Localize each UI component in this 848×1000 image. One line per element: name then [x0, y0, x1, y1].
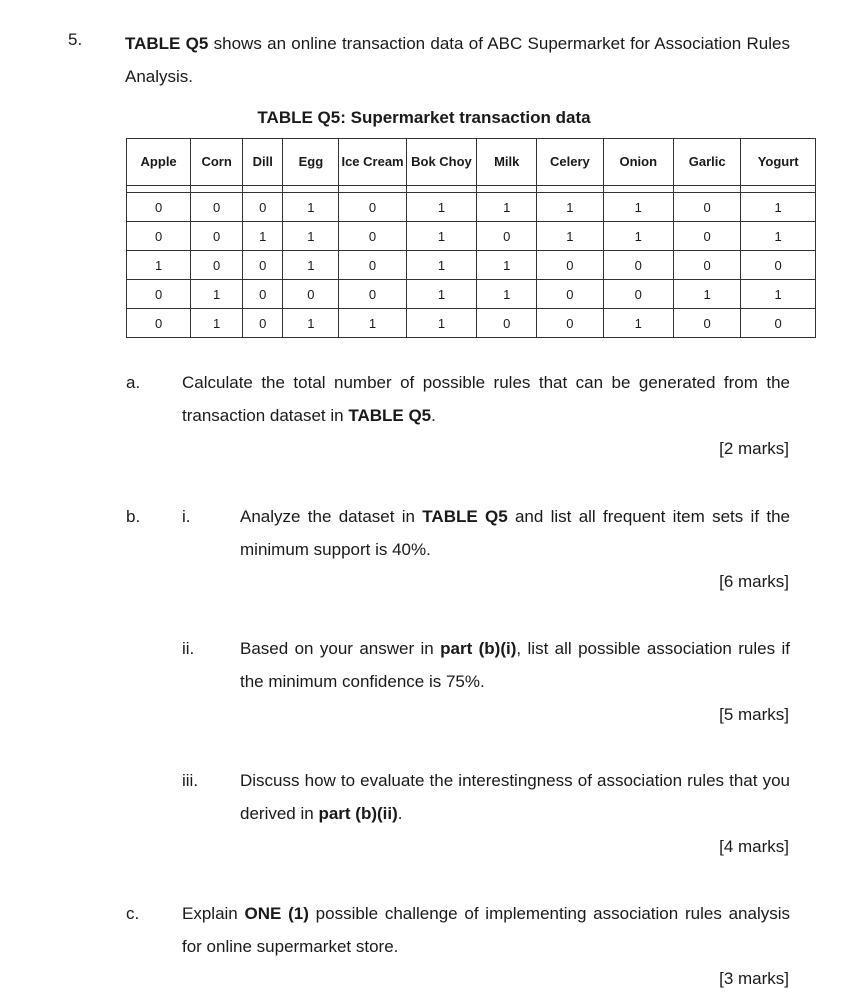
table-cell: 0: [339, 222, 406, 251]
col-header-apple: Apple: [127, 139, 191, 186]
part-b-i-bold: TABLE Q5: [422, 507, 508, 526]
col-header-milk: Milk: [477, 139, 537, 186]
part-b-iii-marks: [4 marks]: [719, 837, 789, 856]
table-cell: 0: [674, 193, 741, 222]
table-row: [127, 280, 816, 309]
table-cell: 0: [127, 309, 191, 338]
table-cell: 0: [243, 280, 283, 309]
col-header-ice-cream: Ice Cream: [339, 139, 406, 186]
table-cell: 0: [339, 193, 406, 222]
table-cell: 1: [741, 222, 816, 251]
col-header-corn: Corn: [191, 139, 243, 186]
table-cell: 0: [283, 280, 339, 309]
gap-cell: [191, 186, 243, 193]
part-b-ii-bold: part (b)(i): [440, 639, 517, 658]
table-cell: 1: [283, 251, 339, 280]
col-header-onion: Onion: [603, 139, 673, 186]
table-cell: 0: [339, 280, 406, 309]
table-cell: 0: [127, 222, 191, 251]
table-cell: 1: [603, 193, 673, 222]
table-cell: 1: [674, 280, 741, 309]
gap-cell: [477, 186, 537, 193]
part-c-text-2: possible challenge of implementing association rules analysis for online supermarket store.: [182, 904, 791, 956]
table-cell: 1: [603, 222, 673, 251]
table-cell: 1: [477, 193, 537, 222]
part-b-i-label: i.: [182, 507, 191, 526]
part-b-iii-bold: part (b)(ii): [318, 804, 398, 823]
table-cell: 0: [477, 309, 537, 338]
part-b-iii-label: iii.: [182, 771, 199, 790]
gap-cell: [741, 186, 816, 193]
table-cell: 1: [283, 309, 339, 338]
table-cell: 0: [603, 251, 673, 280]
part-a-marks: [2 marks]: [719, 439, 789, 458]
table-cell: 1: [339, 309, 406, 338]
table-cell: 1: [477, 251, 537, 280]
part-a-text-2: .: [431, 406, 436, 425]
table-row: [127, 222, 816, 251]
table-cell: 1: [603, 309, 673, 338]
part-c-text-1: Explain: [182, 904, 245, 923]
part-b-i-marks: [6 marks]: [719, 572, 789, 591]
part-a-label: a.: [126, 373, 141, 392]
table-cell: 0: [127, 280, 191, 309]
part-b-i-text-1: Analyze the dataset in: [240, 507, 423, 526]
table-row: [127, 309, 816, 338]
part-b-iii-text-1: Discuss how to evaluate the interestingness of association rules that you derived in: [240, 771, 790, 823]
table-cell: 0: [243, 309, 283, 338]
table-cell: 0: [191, 251, 243, 280]
table-cell: 1: [406, 193, 476, 222]
question-intro: [125, 27, 790, 93]
question-number: 5.: [68, 30, 83, 49]
table-cell: 1: [283, 193, 339, 222]
table-cell: 0: [674, 309, 741, 338]
header-row: [127, 139, 816, 186]
col-header-celery: Celery: [537, 139, 603, 186]
table-cell: 0: [674, 251, 741, 280]
part-c-bold: ONE (1): [244, 904, 309, 923]
table-row: [127, 251, 816, 280]
table-cell: 1: [537, 193, 603, 222]
gap-cell: [603, 186, 673, 193]
gap-cell: [537, 186, 603, 193]
table-cell: 1: [741, 193, 816, 222]
part-b-ii-text: [240, 632, 790, 698]
part-c-marks: [3 marks]: [719, 969, 789, 988]
col-header-dill: Dill: [243, 139, 283, 186]
table-cell: 1: [406, 222, 476, 251]
table-cell: 1: [243, 222, 283, 251]
part-b-i-text: [240, 500, 790, 566]
part-b-ii-text-1: Based on your answer in: [240, 639, 441, 658]
table-cell: 1: [191, 309, 243, 338]
table-cell: 1: [406, 280, 476, 309]
gap-cell: [127, 186, 191, 193]
table-cell: 1: [191, 280, 243, 309]
table-cell: 1: [283, 222, 339, 251]
table-cell: 0: [191, 193, 243, 222]
col-header-garlic: Garlic: [674, 139, 741, 186]
table-cell: 0: [243, 193, 283, 222]
table-cell: 0: [603, 280, 673, 309]
header-gap-row: [127, 186, 816, 193]
part-b-iii-text: [240, 764, 790, 830]
gap-cell: [339, 186, 406, 193]
table-cell: 0: [741, 309, 816, 338]
table-row: [127, 193, 816, 222]
table-cell: 1: [477, 280, 537, 309]
col-header-bok-choy: Bok Choy: [406, 139, 476, 186]
col-header-egg: Egg: [283, 139, 339, 186]
table-cell: 1: [406, 309, 476, 338]
part-b-ii-text-2: , list all possible association rules if the minimum confidence is 75%.: [240, 639, 790, 691]
table-cell: 0: [674, 222, 741, 251]
table-body: [127, 186, 816, 338]
table-cell: 0: [243, 251, 283, 280]
part-a-text: [182, 366, 790, 432]
table-cell: 0: [537, 309, 603, 338]
table-cell: 0: [477, 222, 537, 251]
table-cell: 0: [127, 193, 191, 222]
part-b-ii-label: ii.: [182, 639, 195, 658]
part-b-ii-marks: [5 marks]: [719, 705, 789, 724]
table-cell: 1: [127, 251, 191, 280]
part-b-i-text-2: and list all frequent item sets if the minimum support is 40%.: [240, 507, 790, 559]
table-caption: TABLE Q5: Supermarket transaction data: [257, 108, 591, 127]
col-header-yogurt: Yogurt: [741, 139, 816, 186]
table-cell: 0: [741, 251, 816, 280]
table-cell: 0: [537, 280, 603, 309]
gap-cell: [406, 186, 476, 193]
gap-cell: [283, 186, 339, 193]
part-b-iii-text-2: .: [397, 804, 403, 823]
table-cell: 0: [191, 222, 243, 251]
intro-text: shows an online transaction data of ABC Supermarket for Association Rules Analysis.: [125, 34, 790, 86]
table-cell: 0: [537, 251, 603, 280]
transaction-table: [126, 138, 816, 338]
part-b-label: b.: [126, 507, 141, 526]
part-c-label: c.: [126, 904, 140, 923]
gap-cell: [243, 186, 283, 193]
gap-cell: [674, 186, 741, 193]
intro-table-ref: TABLE Q5: [125, 34, 209, 53]
part-c-text: [182, 897, 790, 963]
table-cell: 0: [339, 251, 406, 280]
part-a-bold: TABLE Q5: [348, 406, 432, 425]
table-cell: 1: [537, 222, 603, 251]
table-cell: 1: [406, 251, 476, 280]
table-cell: 1: [741, 280, 816, 309]
part-a-text-1: Calculate the total number of possible rules that can be generated from the transaction dataset in: [182, 373, 790, 425]
